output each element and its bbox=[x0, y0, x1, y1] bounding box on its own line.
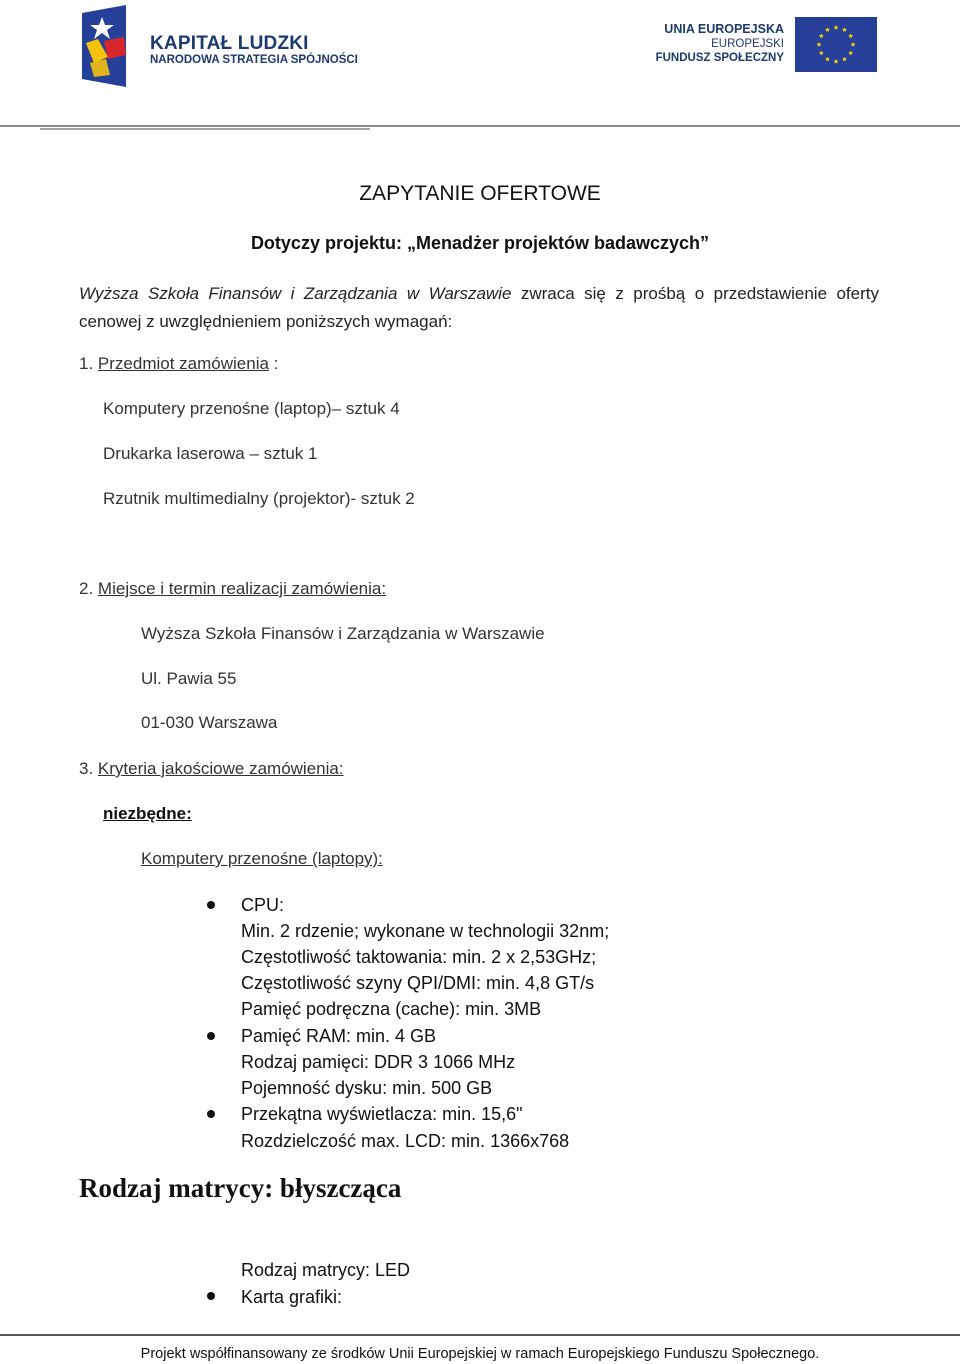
footer-text: Projekt współfinansowany ze środków Unii Europejskiej w ramach Europejskiego Funduszu Społecznego. bbox=[140, 1346, 820, 1362]
eu-flag-icon bbox=[795, 17, 877, 72]
section1-heading bbox=[79, 354, 278, 374]
spec-resolution: Rozdzielczość max. LCD: min. 1366x768 bbox=[241, 1131, 570, 1151]
section3-title: Kryteria jakościowe zamówienia: bbox=[97, 759, 344, 778]
intro-institution: Wyższa Szkoła Finansów i Zarządzania w Warszawie bbox=[79, 284, 512, 303]
section1-title: Przedmiot zamówienia bbox=[97, 354, 269, 373]
section1-item-projector: Rzutnik multimedialny (projektor)- sztuk 2 bbox=[103, 489, 415, 508]
kapital-ludzki-subtitle: NARODOWA STRATEGIA SPÓJNOŚCI bbox=[150, 54, 358, 66]
matrix-glossy-heading: Rodzaj matrycy: błyszcząca bbox=[79, 1173, 402, 1203]
spec-cores: Min. 2 rdzenie; wykonane w technologii 32nm; bbox=[241, 921, 610, 941]
bullet-ram bbox=[207, 1032, 215, 1040]
intro-paragraph bbox=[79, 280, 879, 336]
eu-logo-line2: EUROPEJSKI bbox=[711, 38, 784, 50]
required-label: niezbędne: bbox=[103, 804, 192, 823]
section2-number: 2. bbox=[79, 579, 94, 598]
bullet-graphics bbox=[207, 1292, 215, 1300]
laptops-heading: Komputery przenośne (laptopy): bbox=[141, 849, 383, 868]
spec-clock: Częstotliwość taktowania: min. 2 x 2,53GHz; bbox=[241, 947, 597, 967]
intro-text: zwraca się z prośbą o przedstawienie oferty cenowej z uwzględnieniem poniższych wymagań: bbox=[79, 284, 879, 331]
eu-logo-line1: UNIA EUROPEJSKA bbox=[664, 22, 784, 36]
footer-divider bbox=[0, 1334, 960, 1336]
section2-title: Miejsce i termin realizacji zamówienia: bbox=[97, 579, 387, 598]
spec-bus: Częstotliwość szyny QPI/DMI: min. 4,8 GT/s bbox=[241, 973, 595, 993]
section3-heading bbox=[79, 759, 344, 779]
address-institution: Wyższa Szkoła Finansów i Zarządzania w Warszawie bbox=[141, 624, 545, 643]
section1-suffix: : bbox=[268, 354, 279, 373]
header-divider bbox=[0, 125, 960, 131]
section1-item-printer: Drukarka laserowa – sztuk 1 bbox=[103, 444, 318, 463]
bullet-display bbox=[207, 1110, 215, 1118]
spec-display: Przekątna wyświetlacza: min. 15,6" bbox=[241, 1104, 523, 1124]
section3-number: 3. bbox=[79, 759, 94, 778]
page-title: ZAPYTANIE OFERTOWE bbox=[359, 182, 601, 205]
spec-disk: Pojemność dysku: min. 500 GB bbox=[241, 1078, 493, 1098]
bullet-cpu bbox=[207, 901, 215, 909]
eu-logo-line3: FUNDUSZ SPOŁECZNY bbox=[655, 52, 784, 64]
section1-number: 1. bbox=[79, 354, 94, 373]
spec-ram: Pamięć RAM: min. 4 GB bbox=[241, 1026, 437, 1046]
spec-ram-type: Rodzaj pamięci: DDR 3 1066 MHz bbox=[241, 1052, 516, 1072]
section2-heading bbox=[79, 579, 386, 599]
spec-cpu: CPU: bbox=[241, 895, 285, 915]
spec-matrix-led: Rodzaj matrycy: LED bbox=[241, 1260, 411, 1280]
project-subtitle: Dotyczy projektu: „Menadżer projektów badawczych” bbox=[250, 233, 710, 253]
address-city: 01-030 Warszawa bbox=[141, 713, 278, 732]
spec-cache: Pamięć podręczna (cache): min. 3MB bbox=[241, 999, 542, 1019]
spec-graphics: Karta grafiki: bbox=[241, 1287, 343, 1307]
section1-item-laptops: Komputery przenośne (laptop)– sztuk 4 bbox=[103, 399, 400, 418]
kapital-ludzki-emblem-icon bbox=[78, 3, 130, 89]
kapital-ludzki-name: KAPITAŁ LUDZKI bbox=[150, 33, 309, 54]
address-street: Ul. Pawia 55 bbox=[141, 669, 237, 688]
